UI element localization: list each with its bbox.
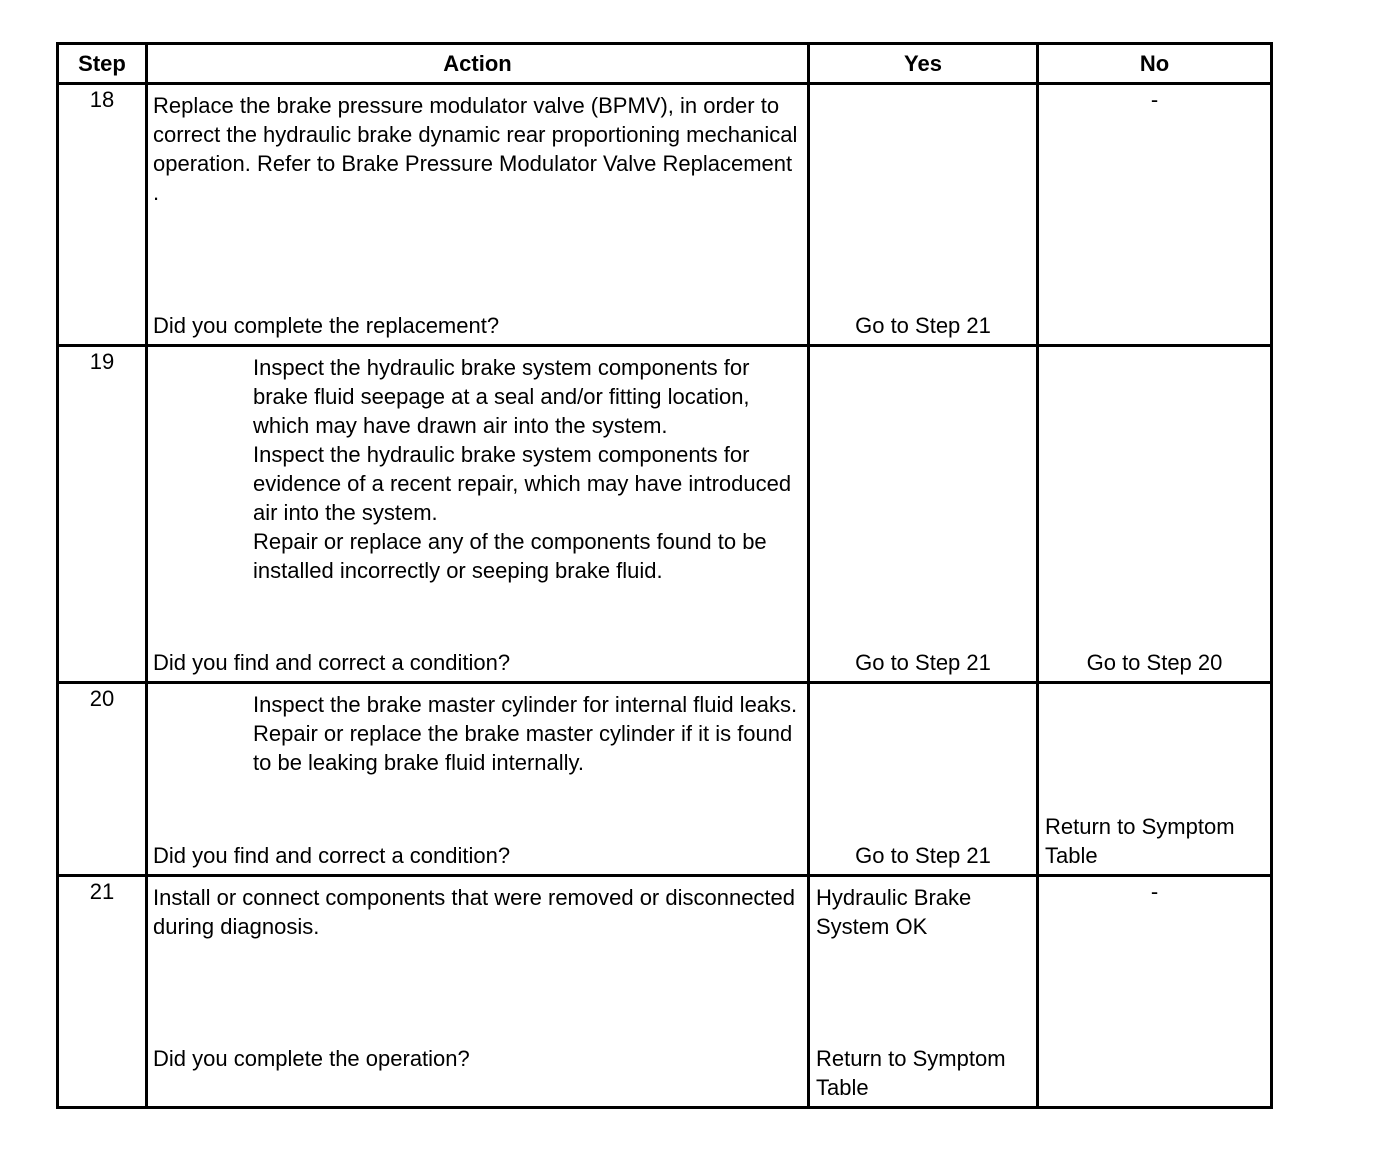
action-cell — [147, 84, 809, 346]
step-number: 21 — [58, 876, 147, 1108]
action-text: Inspect the brake master cylinder for internal fluid leaks. Repair or replace the brake master cylinder if it is found to be leaking brake fluid internally. — [253, 692, 798, 775]
action-text: Inspect the hydraulic brake system components for evidence of a recent repair, which may have introduced air into the system. — [253, 442, 792, 525]
table-row — [58, 876, 1272, 1108]
action-question: Did you complete the replacement? — [153, 313, 500, 338]
table-row — [58, 84, 1272, 346]
yes-result: Go to Step 21 — [855, 650, 991, 675]
action-text: Replace the brake pressure modulator valve (BPMV), in order to correct the hydraulic brake dynamic rear proportioning mechanical operation. Refer to Brake Pressure Modulator Valve Replacement . — [153, 93, 798, 205]
yes-result: Go to Step 21 — [855, 843, 991, 868]
no-cell: - — [1038, 84, 1272, 346]
action-question: Did you find and correct a condition? — [153, 650, 511, 675]
action-text: Inspect the hydraulic brake system components for brake fluid seepage at a seal and/or fitting location, which may have drawn air into the system. — [253, 355, 750, 438]
yes-result: Return to Symptom Table — [816, 1046, 1006, 1100]
action-question: Did you find and correct a condition? — [153, 843, 511, 868]
step-number: 20 — [58, 683, 147, 876]
action-cell — [147, 876, 809, 1108]
action-text: Install or connect components that were removed or disconnected during diagnosis. — [153, 885, 796, 939]
action-question: Did you complete the operation? — [153, 1046, 470, 1071]
no-result: Return to Symptom Table — [1045, 814, 1235, 868]
yes-cell — [809, 346, 1038, 683]
no-cell — [1038, 683, 1272, 876]
yes-result: Go to Step 21 — [855, 313, 991, 338]
diagnostic-table — [56, 42, 1273, 1109]
no-result: Go to Step 20 — [1086, 650, 1223, 675]
step-number: 19 — [58, 346, 147, 683]
action-cell — [147, 346, 809, 683]
header-row — [58, 44, 1272, 84]
yes-cell — [809, 876, 1038, 1108]
no-cell: - — [1038, 876, 1272, 1108]
yes-ok-result: Hydraulic Brake System OK — [816, 885, 972, 939]
yes-cell — [809, 84, 1038, 346]
header-yes: Yes — [809, 44, 1038, 84]
action-cell — [147, 683, 809, 876]
table-row — [58, 683, 1272, 876]
action-text: Repair or replace any of the components found to be installed incorrectly or seeping brake fluid. — [253, 529, 767, 583]
table-row — [58, 346, 1272, 683]
no-cell — [1038, 346, 1272, 683]
yes-cell — [809, 683, 1038, 876]
header-no: No — [1038, 44, 1272, 84]
header-action: Action — [147, 44, 809, 84]
header-step: Step — [58, 44, 147, 84]
step-number: 18 — [58, 84, 147, 346]
